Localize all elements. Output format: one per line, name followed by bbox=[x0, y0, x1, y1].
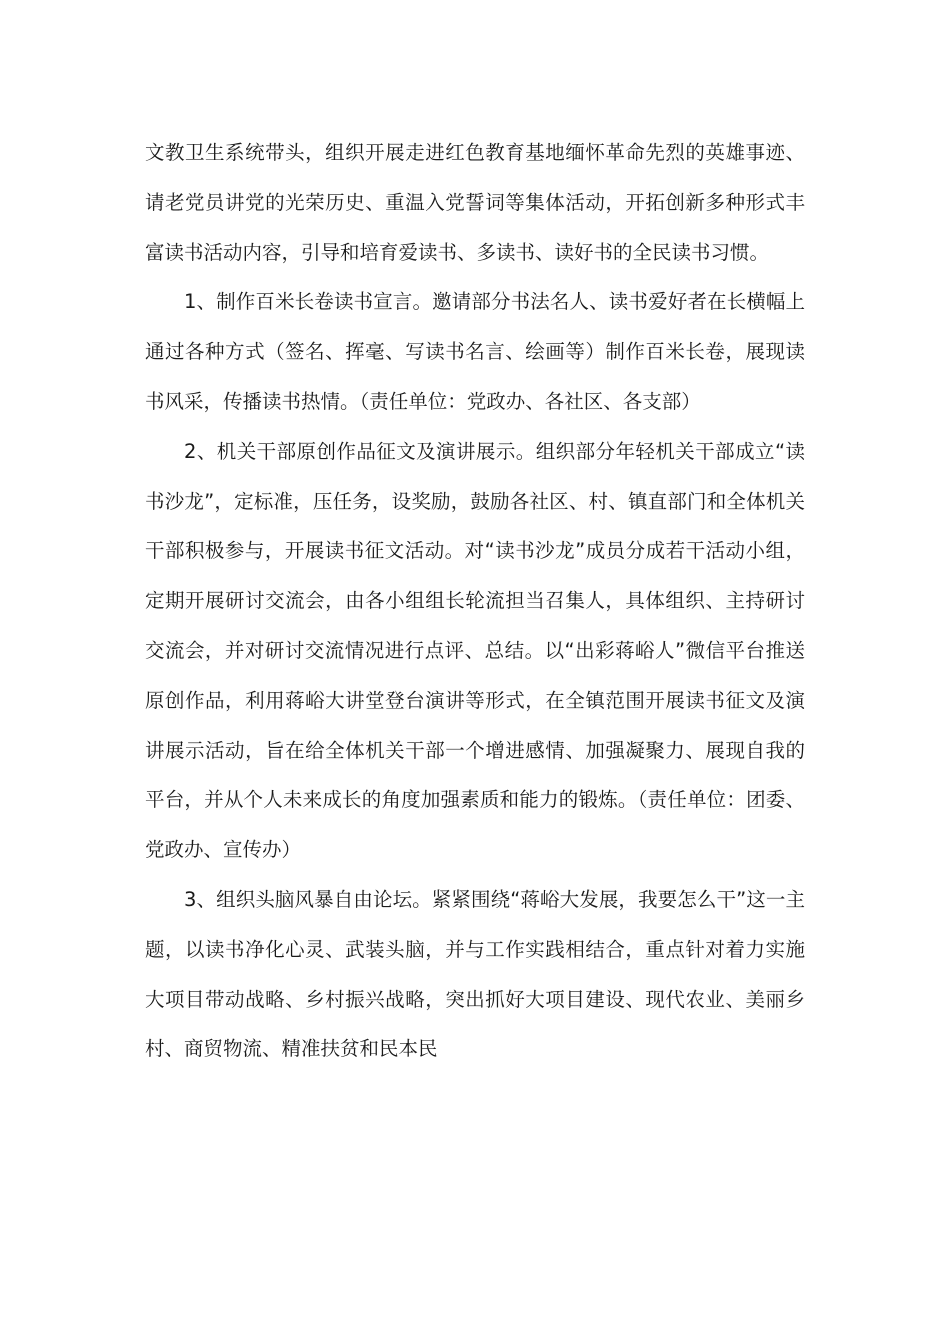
paragraph-item-2: 2、机关干部原创作品征文及演讲展示。组织部分年轻机关干部成立“读书沙龙”，定标准，压任务，设奖励，鼓励各社区、村、镇直部门和全体机关干部积极参与，开展读书征文活动。对“读书沙龙”成员分成若干活动小组，定期开展研讨交流会，由各小组组长轮流担当召集人，具体组织、主持研讨交流会，并对研讨交流情况进行点评、总结。以“出彩蒋峪人”微信平台推送原创作品，利用蒋峪大讲堂登台演讲等形式，在全镇范围开展读书征文及演讲展示活动，旨在给全体机关干部一个增进感情、加强凝聚力、展现自我的平台，并从个人未来成长的角度加强素质和能力的锻炼。（责任单位：团委、党政办、宣传办） bbox=[145, 439, 805, 862]
document-body bbox=[145, 128, 805, 1074]
paragraph-intro-continued: 文教卫生系统带头，组织开展走进红色教育基地缅怀革命先烈的英雄事迹、请老党员讲党的光荣历史、重温入党誓词等集体活动，开拓创新多种形式丰富读书活动内容，引导和培育爱读书、多读书、读好书的全民读书习惯。 bbox=[145, 141, 805, 264]
paragraph-item-1: 1、制作百米长卷读书宣言。邀请部分书法名人、读书爱好者在长横幅上通过各种方式（签名、挥毫、写读书名言、绘画等）制作百米长卷，展现读书风采，传播读书热情。（责任单位：党政办、各社区、各支部） bbox=[145, 290, 805, 413]
paragraph-item-3: 3、组织头脑风暴自由论坛。紧紧围绕“蒋峪大发展，我要怎么干”这一主题，以读书净化心灵、武装头脑，并与工作实践相结合，重点针对着力实施大项目带动战略、乡村振兴战略，突出抓好大项目建设、现代农业、美丽乡村、商贸物流、精准扶贫和民本民 bbox=[145, 887, 805, 1061]
